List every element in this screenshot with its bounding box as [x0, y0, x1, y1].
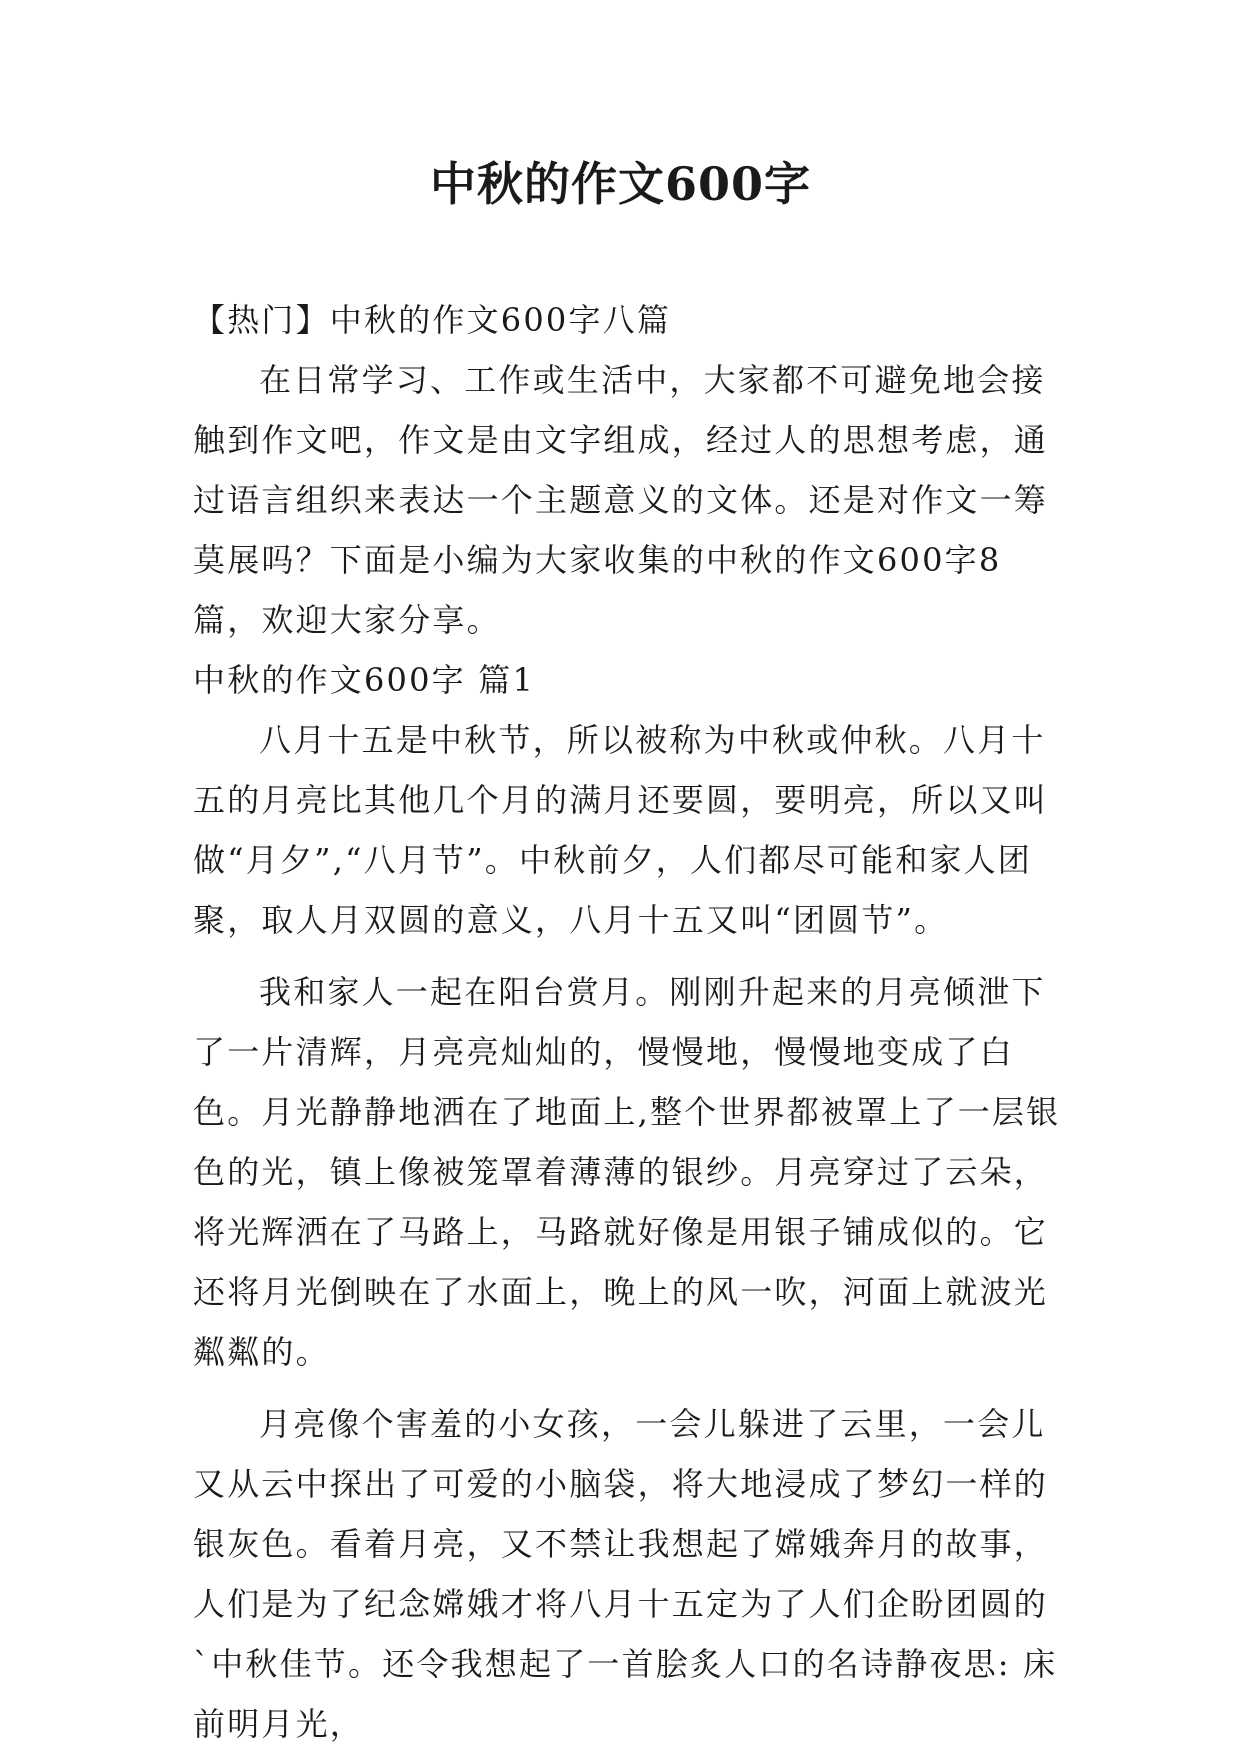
intro-paragraph: 在日常学习、工作或生活中，大家都不可避免地会接触到作文吧，作文是由文字组成，经过人的思想考虑，通过语言组织来表达一个主题意义的文体。还是对作文一筹莫展吗？下面是小编为大家收集的中秋的作文600字8篇，欢迎大家分享。: [193, 361, 1049, 639]
document-title: 中秋的作文600字: [429, 157, 812, 211]
body-paragraph-2: 我和家人一起在阳台赏月。刚刚升起来的月亮倾泄下了一片清辉，月亮亮灿灿的，慢慢地，慢慢地变成了白色。月光静静地洒在了地面上,整个世界都被罩上了一层银色的光，镇上像被笼罩着薄薄的银纱。月亮穿过了云朵，将光辉洒在了马路上，马路就好像是用银子铺成似的。它还将月光倒映在了水面上，晚上的风一吹，河面上就波光粼粼的。: [193, 973, 1061, 1371]
section-heading: 中秋的作文600字 篇1: [193, 661, 536, 699]
body-paragraph-1: 八月十五是中秋节，所以被称为中秋或仲秋。八月十五的月亮比其他几个月的满月还要圆，要明亮，所以又叫做“月夕”,“八月节”。中秋前夕，人们都尽可能和家人团聚，取人月双圆的意义，八月十五又叫“团圆节”。: [193, 721, 1049, 939]
body-paragraph-3: 月亮像个害羞的小女孩，一会儿躲进了云里，一会儿又从云中探出了可爱的小脑袋，将大地浸成了梦幻一样的银灰色。看着月亮，又不禁让我想起了嫦娥奔月的故事，人们是为了纪念嫦娥才将八月十五定为了人们企盼团圆的`中秋佳节。还令我想起了一首脍炙人口的名诗静夜思: 床前明月光，: [193, 1405, 1058, 1743]
document-subtitle: 【热门】中秋的作文600字八篇: [193, 301, 672, 339]
document-body: [193, 290, 1063, 1754]
